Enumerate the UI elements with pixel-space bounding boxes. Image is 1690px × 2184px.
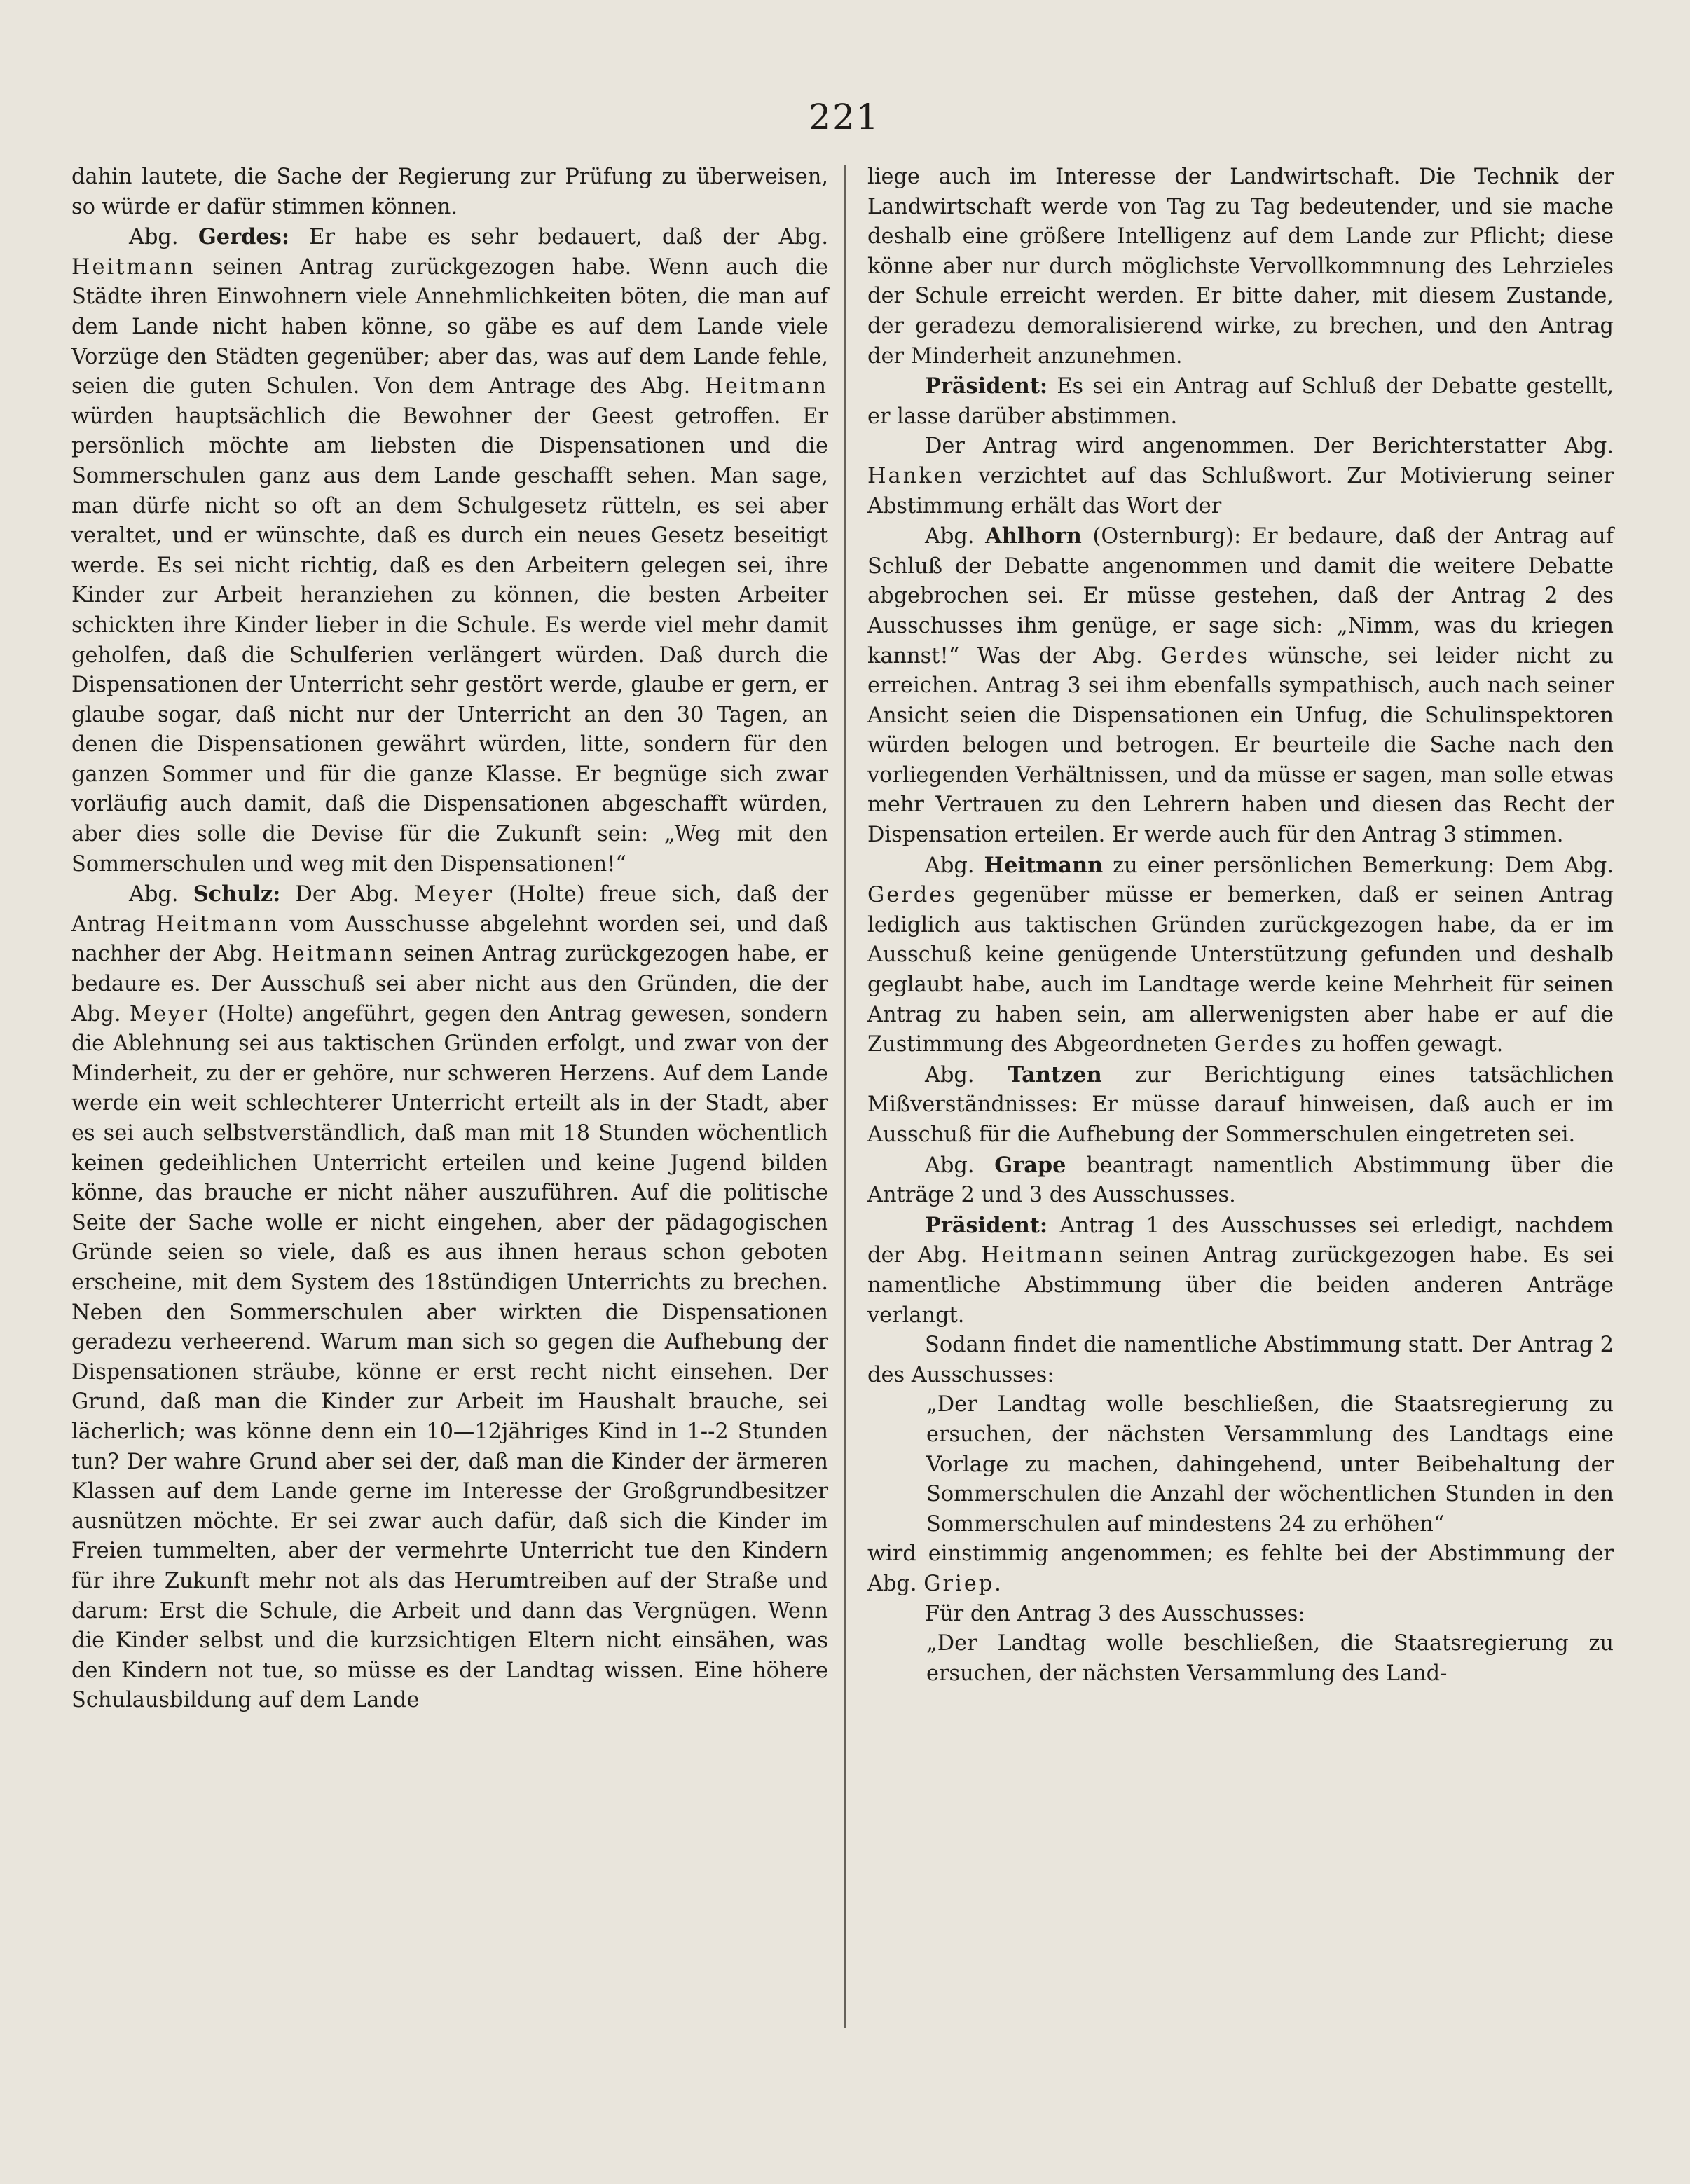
paragraph bbox=[867, 1060, 1614, 1151]
paragraph bbox=[867, 432, 1614, 521]
text-run: zur Berichtigung eines tatsächlichen Mißverständnisses: Er müsse darauf hinweisen, daß auch er im Ausschuß für die Aufhebung der Sommerschulen eingetreten sei. bbox=[867, 1062, 1614, 1147]
spaced-name: Gerdes bbox=[1160, 643, 1250, 668]
text-run: Es sei ein Antrag auf Schluß der Debatte gestellt, er lasse darüber abstimmen. bbox=[867, 374, 1614, 429]
speaker-name: Ahlhorn bbox=[985, 523, 1082, 549]
paragraph bbox=[867, 1629, 1614, 1689]
right-column bbox=[867, 163, 1614, 1689]
text-run: zu hoffen gewagt. bbox=[1303, 1032, 1504, 1057]
paragraph bbox=[867, 163, 1614, 371]
paragraph bbox=[71, 879, 828, 1716]
text-run: wünsche, sei leider nicht zu erreichen. Antrag 3 sei ihm ebenfalls sympathisch, auch nach seiner Ansicht seien die Dispensationen ein Unfug, die Schulinspektoren würden belogen und betrogen. Er beurteile die Sache nach den vorliegenden Verhältnissen, und da müsse er sagen, man solle etwas mehr Vertrauen zu den Lehrern haben und diesen das Recht der Dispensation erteilen. Er werde auch für den Antrag 3 stimmen. bbox=[867, 643, 1614, 848]
page-number: 221 bbox=[809, 97, 880, 137]
text-run: Sodann findet die namentliche Abstimmung statt. Der Antrag 2 des Ausschusses: bbox=[867, 1333, 1614, 1387]
speaker-name: Grape bbox=[994, 1152, 1066, 1178]
spaced-name: Gerdes bbox=[1214, 1032, 1304, 1057]
text-run: wird einstimmig angenommen; es fehlte bei der Abstimmung der Abg. bbox=[867, 1541, 1614, 1596]
text-run: zu einer persönlichen Bemerkung: Dem Abg. bbox=[1103, 853, 1614, 878]
text-run: Abg. bbox=[925, 524, 986, 549]
text-run: Abg. bbox=[129, 225, 198, 250]
paragraph bbox=[867, 1211, 1614, 1331]
paragraph bbox=[867, 521, 1614, 851]
text-run: seinen Antrag zurückgezogen habe. Es sei namentliche Abstimmung über die beiden anderen Anträge verlangt. bbox=[867, 1243, 1614, 1328]
text-run: Antrag 1 des Ausschusses sei erledigt, nachdem der Abg. bbox=[867, 1213, 1614, 1268]
text-run: verzichtet auf das Schlußwort. Zur Motivierung seiner Abstimmung erhält das Wort der bbox=[867, 463, 1614, 518]
text-run: (Osternburg): Er bedaure, daß der Antrag auf Schluß der Debatte angenommen und damit die weitere Debatte abgebrochen sei. Er müsse gestehen, daß der Antrag 2 des Ausschusses ihm genüge, er sage sich: „Nimm, was du kriegen kannst!“ Was der Abg. bbox=[867, 524, 1614, 668]
spaced-name: Meyer bbox=[414, 882, 495, 907]
paragraph bbox=[867, 1600, 1614, 1630]
spaced-name: Meyer bbox=[129, 1001, 209, 1026]
text-run: würden hauptsächlich die Bewohner der Geest getroffen. Er persönlich möchte am liebsten die Dispensationen und die Sommerschulen ganz aus dem Lande geschafft sehen. Man sage, man dürfe nicht so oft an dem Schulgesetz rütteln, es sei aber veraltet, und er wünschte, daß es durch ein neues Gesetz beseitigt werde. Es sei nicht richtig, daß es den Arbeitern gelegen sei, ihre Kinder zur Arbeit heranziehen zu können, die besten Arbeiter schickten ihre Kinder lieber in die Schule. Es werde viel mehr damit geholfen, daß die Schulferien verlängert würden. Daß durch die Dispensationen der Unterricht sehr gestört werde, glaube er gern, er glaube sogar, daß nicht nur der Unterricht an den 30 Tagen, an denen die Dispensationen gewährt würden, litte, sondern für den ganzen Sommer und für die ganze Klasse. Er begnüge sich zwar vorläufig auch damit, daß die Dispensationen abgeschafft würden, aber dies solle die Devise für die Zukunft sein: „Weg mit den Sommerschulen und weg mit den Dispensationen!“ bbox=[71, 404, 828, 877]
spaced-name: Gerdes bbox=[867, 883, 957, 908]
speaker-name: Heitmann bbox=[984, 852, 1104, 878]
spaced-name: Heitmann bbox=[704, 374, 828, 399]
text-run: Abg. bbox=[925, 1153, 995, 1178]
speaker-name: Tantzen bbox=[1008, 1062, 1102, 1087]
spaced-name: Heitmann bbox=[156, 912, 280, 937]
text-run: „Der Landtag wolle beschließen, die Staatsregierung zu ersuchen, der nächsten Versammlung des Landtags eine Vorlage zu machen, dahingehend, unter Beibehaltung der Sommerschulen die Anzahl der wöchentlichen Stunden in den Sommerschulen auf mindestens 24 zu erhöhen“ bbox=[926, 1392, 1614, 1537]
text-run: Der Abg. bbox=[280, 882, 415, 907]
text-run: Abg. bbox=[925, 1062, 1008, 1087]
left-column bbox=[71, 163, 828, 1716]
text-run: vom Ausschusse abgelehnt worden sei, und daß nachher der Abg. bbox=[71, 912, 828, 967]
text-run: „Der Landtag wolle beschließen, die Staatsregierung zu ersuchen, der nächsten Versammlung des Land- bbox=[926, 1631, 1614, 1686]
text-run: Er habe es sehr bedauert, daß der Abg. bbox=[289, 225, 828, 250]
paragraph bbox=[71, 163, 828, 222]
text-run: Für den Antrag 3 des Ausschusses: bbox=[925, 1601, 1305, 1626]
paragraph bbox=[867, 851, 1614, 1060]
spaced-name: Heitmann bbox=[71, 254, 195, 280]
text-run: liege auch im Interesse der Landwirtschaft. Die Technik der Landwirtschaft werde von Tag zu Tag bedeutender, und sie mache deshalb eine größere Intelligenz auf dem Lande zur Pflicht; diese könne aber nur durch möglichste Vervollkommnung des Lehrzieles der Schule erreicht werden. Er bitte daher, mit diesem Zustande, der geradezu demoralisierend wirke, zu brechen, und den Antrag der Minderheit anzunehmen. bbox=[867, 165, 1614, 369]
speaker-name: Präsident: bbox=[925, 373, 1048, 399]
text-run: (Holte) freue sich, daß der Antrag bbox=[71, 882, 828, 937]
paragraph bbox=[71, 222, 828, 879]
text-run: Der Antrag wird angenommen. Der Berichterstatter Abg. bbox=[925, 434, 1614, 459]
text-run: beantragt namentlich Abstimmung über die Anträge 2 und 3 des Ausschusses. bbox=[867, 1153, 1614, 1208]
text-run: seinen Antrag zurückgezogen habe, er bedaure es. Der Ausschuß sei aber nicht aus den Gründen, die der Abg. bbox=[71, 942, 828, 1026]
paragraph bbox=[867, 1151, 1614, 1211]
text-run: gegenüber müsse er bemerken, daß er seinen Antrag lediglich aus taktischen Gründen zurückgezogen habe, da er im Ausschuß keine genügende Unterstützung gefunden und deshalb geglaubt habe, auch im Landtage werde keine Mehrheit für seinen Antrag zu haben sein, am allerwenigsten aber habe er auf die Zustimmung des Abgeordneten bbox=[867, 883, 1614, 1057]
speaker-name: Präsident: bbox=[925, 1212, 1048, 1238]
column-divider bbox=[844, 165, 846, 2028]
text-run: Abg. bbox=[129, 882, 193, 907]
spaced-name: Hanken bbox=[867, 463, 965, 488]
text-run: . bbox=[994, 1571, 1001, 1596]
text-run: (Holte) angeführt, gegen den Antrag gewesen, sondern die Ablehnung sei aus taktischen Gründen erfolgt, und zwar von der Minderheit, zu der er gehöre, nur schweren Herzens. Auf dem Lande werde ein weit schlechterer Unterricht erteilt als in der Stadt, aber es sei auch selbstverständlich, daß man mit 18 Stunden wöchentlich keinen gedeihlichen Unterricht erteilen und keine Jugend bilden könne, das brauche er nicht näher auszuführen. Auf die politische Seite der Sache wolle er nicht eingehen, aber der pädagogischen Gründe seien so viele, daß es aus ihnen heraus schon geboten erscheine, mit dem System des 18stündigen Unterrichts zu brechen. Neben den Sommerschulen aber wirkten die Dispensationen geradezu verheerend. Warum man sich so gegen die Aufhebung der Dispensationen sträube, könne er erst recht nicht einsehen. Der Grund, daß man die Kinder zur Arbeit im Haushalt brauche, sei lächerlich; was könne denn ein 10—12jähriges Kind in 1--2 Stunden tun? Der wahre Grund aber sei der, daß man die Kinder der ärmeren Klassen auf dem Lande gerne im Interesse der Großgrundbesitzer ausnützen möchte. Er sei zwar auch dafür, daß sich die Kinder im Freien tummelten, aber der vermehrte Unterricht tue den Kindern für ihre Zukunft mehr not als das Herumtreiben auf der Straße und darum: Erst die Schule, die Arbeit und dann das Vergnügen. Wenn die Kinder selbst und die kurzsichtigen Eltern nicht einsähen, was den Kindern not tue, so müsse es der Landtag wissen. Eine höhere Schulausbildung auf dem Lande bbox=[71, 1001, 829, 1713]
paragraph bbox=[867, 1390, 1614, 1539]
spaced-name: Heitmann bbox=[271, 942, 395, 967]
paragraph bbox=[867, 371, 1614, 432]
spaced-name: Heitmann bbox=[981, 1243, 1105, 1268]
speaker-name: Schulz: bbox=[193, 881, 281, 907]
spaced-name: Griep bbox=[923, 1571, 995, 1596]
paragraph bbox=[867, 1539, 1614, 1599]
text-run: seinen Antrag zurückgezogen habe. Wenn auch die Städte ihren Einwohnern viele Annehmlichkeiten böten, die man auf dem Lande nicht haben könne, so gäbe es auf dem Lande viele Vorzüge den Städten gegenüber; aber das, was auf dem Lande fehle, seien die guten Schulen. Von dem Antrage des Abg. bbox=[71, 254, 828, 399]
text-run: dahin lautete, die Sache der Regierung zur Prüfung zu überweisen, so würde er dafür stimmen können. bbox=[71, 165, 828, 219]
speaker-name: Gerdes: bbox=[198, 224, 290, 250]
text-run: Abg. bbox=[925, 853, 984, 878]
paragraph bbox=[867, 1331, 1614, 1390]
